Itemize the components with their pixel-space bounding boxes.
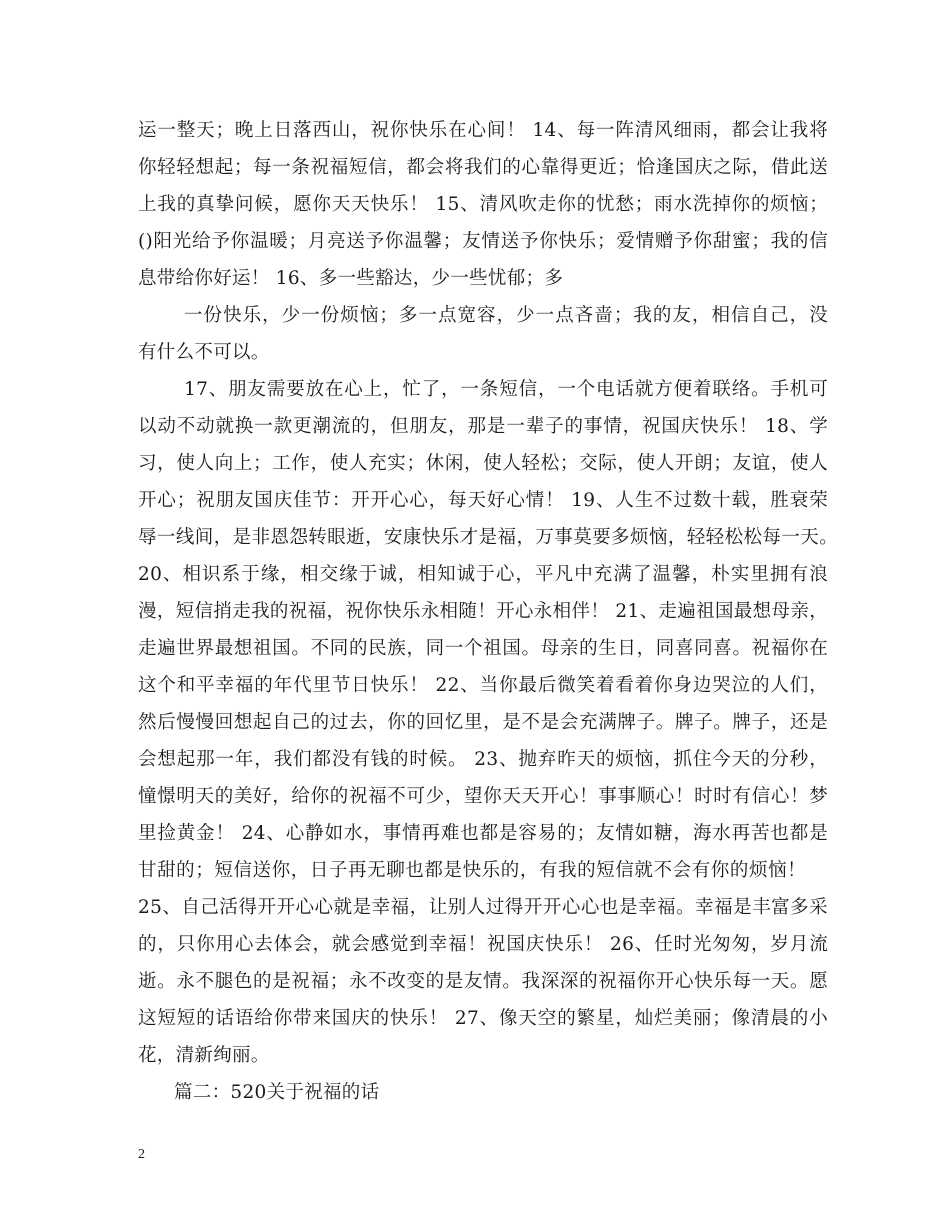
text-line: 憧憬明天的美好，给你的祝福不可少，望你天天开心！事事顺心！时时有信心！梦 bbox=[138, 786, 828, 807]
text-line: 习，使人向上；工作，使人充实；休闲，使人轻松；交际，使人开朗；友谊，使人 bbox=[138, 453, 828, 474]
text-line: 甘甜的；短信送你，日子再无聊也都是快乐的，有我的短信就不会有你的烦恼！ bbox=[138, 860, 806, 881]
page-number: 2 bbox=[138, 1147, 145, 1162]
text-line: 辱一线间，是非恩怨转眼逝，安康快乐才是福，万事莫要多烦恼，轻轻松松每一天。 bbox=[138, 527, 838, 548]
text-line: 25、自己活得开开心心就是幸福，让别人过得开开心心也是幸福。幸福是丰富多采 bbox=[138, 897, 828, 918]
text-line: 20、相识系于缘，相交缘于诚，相知诚于心，平凡中充满了温馨，朴实里拥有浪 bbox=[138, 564, 828, 585]
text-line: 然后慢慢回想起自己的过去，你的回忆里，是不是会充满牌子。牌子。牌子，还是 bbox=[138, 712, 828, 733]
text-line: ()阳光给予你温暖；月亮送予你温馨；友情送予你快乐；爱情赠予你甜蜜；我的信 bbox=[138, 231, 828, 252]
text-line: 这短短的话语给你带来国庆的快乐！ 27、像天空的繁星，灿烂美丽；像清晨的小 bbox=[138, 1008, 828, 1029]
text-line: 以动不动就换一款更潮流的，但朋友，那是一辈子的事情，祝国庆快乐！ 18、学 bbox=[138, 416, 828, 437]
section-heading: 篇二：520关于祝福的话 bbox=[174, 1082, 380, 1103]
text-line: 花，清新绚丽。 bbox=[138, 1045, 270, 1066]
paragraph-first-line: 一份快乐，少一份烦恼；多一点宽容，少一点吝啬；我的友，相信自己，没 bbox=[184, 305, 828, 326]
text-line: 走遍世界最想祖国。不同的民族，同一个祖国。母亲的生日，同喜同喜。祝福你在 bbox=[138, 638, 828, 659]
text-line: 息带给你好运！ 16、多一些豁达，少一些忧郁；多 bbox=[138, 268, 564, 289]
text-line: 漫，短信捎走我的祝福，祝你快乐永相随！开心永相伴！ 21、走遍祖国最想母亲， bbox=[138, 601, 828, 622]
paragraph-first-line: 17、朋友需要放在心上，忙了，一条短信，一个电话就方便着联络。手机可 bbox=[184, 379, 828, 400]
text-line: 这个和平幸福的年代里节日快乐！ 22、当你最后微笑着看着你身边哭泣的人们， bbox=[138, 675, 828, 696]
text-line: 运一整天；晚上日落西山，祝你快乐在心间！ 14、每一阵清风细雨，都会让我将 bbox=[138, 120, 828, 141]
text-line: 开心；祝朋友国庆佳节：开开心心，每天好心情！ 19、人生不过数十载，胜衰荣 bbox=[138, 490, 828, 511]
text-line: 里捡黄金！ 24、心静如水，事情再难也都是容易的；友情如糖，海水再苦也都是 bbox=[138, 823, 828, 844]
text-line: 有什么不可以。 bbox=[138, 342, 270, 363]
text-line: 你轻轻想起；每一条祝福短信，都会将我们的心靠得更近；恰逢国庆之际，借此送 bbox=[138, 157, 828, 178]
text-line: 会想起那一年，我们都没有钱的时候。 23、抛弃昨天的烦恼，抓住今天的分秒， bbox=[138, 749, 828, 770]
text-line: 上我的真挚问候，愿你天天快乐！ 15、清风吹走你的忧愁；雨水洗掉你的烦恼； bbox=[138, 194, 828, 215]
text-line: 的，只你用心去体会，就会感觉到幸福！祝国庆快乐！ 26、任时光匆匆，岁月流 bbox=[138, 934, 828, 955]
text-line: 逝。永不腿色的是祝福；永不改变的是友情。我深深的祝福你开心快乐每一天。愿 bbox=[138, 971, 828, 992]
